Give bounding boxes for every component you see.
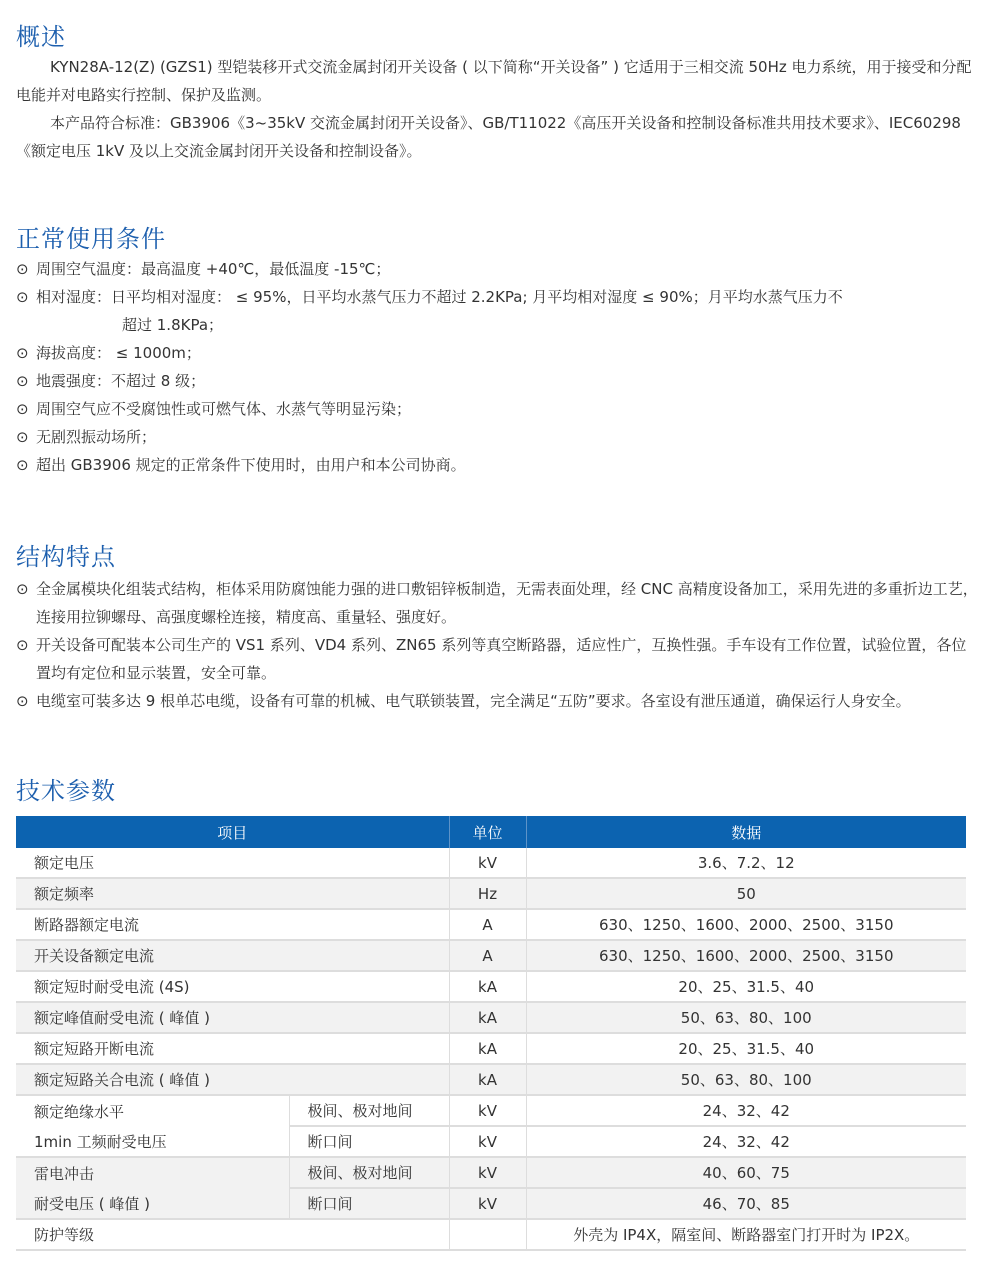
cell-item: 额定频率 xyxy=(16,878,449,909)
header-data: 数据 xyxy=(526,816,966,848)
cell-item: 额定短路开断电流 xyxy=(16,1033,449,1064)
cell-data: 20、25、31.5、40 xyxy=(526,971,966,1002)
bullet-icon: ⊙ xyxy=(16,400,29,418)
list-item: ⊙ 全金属模块化组装式结构，柜体采用防腐蚀能力强的进口敷铝锌板制造，无需表面处理，经 CNC 高精度设备加工，采用先进的多重折边工艺，连接用拉铆螺母、高强度螺栓连接，精度高、重量轻、强度好。 xyxy=(16,575,981,631)
section-title-features: 结构特点 xyxy=(16,543,116,571)
table-row xyxy=(16,971,966,1002)
cell-item: 额定绝缘水平 xyxy=(34,1102,125,1121)
list-item: ⊙ 相对湿度：日平均相对湿度： ≤ 95%，日平均水蒸气压力不超过 2.2KPa; 月平均相对湿度 ≤ 90%；月平均水蒸气压力不 超过 1.8KPa； xyxy=(16,283,981,339)
table-row xyxy=(16,1064,966,1095)
cell-subitem: 断口间 xyxy=(289,1188,449,1219)
cell-data: 630、1250、1600、2000、2500、3150 xyxy=(526,909,966,940)
standards-paragraph: 本产品符合标准：GB3906《3~35kV 交流金属封闭开关设备》、GB/T11022《高压开关设备和控制设备标准共用技术要求》、IEC60298《额定电压 1kV 及以上交流金属封闭开关设备和控制设备》。 xyxy=(16,114,961,160)
cell-item: 额定峰值耐受电流 ( 峰值 ) xyxy=(16,1002,449,1033)
bullet-icon: ⊙ xyxy=(16,260,29,278)
header-unit: 单位 xyxy=(449,816,526,848)
list-item: ⊙ 周围空气应不受腐蚀性或可燃气体、水蒸气等明显污染； xyxy=(16,395,981,423)
table-header xyxy=(16,816,966,848)
cell-item: 雷电冲击 xyxy=(16,1157,289,1188)
cell-item: 耐受电压 ( 峰值 ) xyxy=(16,1188,289,1219)
table-row xyxy=(16,1002,966,1033)
cell-unit: A xyxy=(449,909,526,940)
cell-data: 50、63、80、100 xyxy=(526,1064,966,1095)
table-row xyxy=(16,1126,966,1157)
header-item: 项目 xyxy=(16,816,449,848)
cell-unit: Hz xyxy=(449,878,526,909)
table-row xyxy=(16,1033,966,1064)
bullet-icon: ⊙ xyxy=(16,344,29,362)
list-item: ⊙ 电缆室可装多达 9 根单芯电缆，设备有可靠的机械、电气联锁装置，完全满足“五防”要求。各室设有泄压通道，确保运行人身安全。 xyxy=(16,687,981,715)
bullet-icon: ⊙ xyxy=(16,428,29,446)
table-row xyxy=(16,1188,966,1219)
cell-subitem: 极间、极对地间 xyxy=(289,1095,449,1126)
cell-data: 46、70、85 xyxy=(526,1188,966,1219)
table-row xyxy=(16,1219,966,1250)
cell-unit: kA xyxy=(449,1064,526,1095)
bullet-icon: ⊙ xyxy=(16,692,29,710)
cell-unit: kV xyxy=(449,1188,526,1219)
cell-unit: kV xyxy=(449,1157,526,1188)
cell-subitem: 极间、极对地间 xyxy=(289,1157,449,1188)
section-title-overview: 概述 xyxy=(16,23,66,51)
section-title-specs: 技术参数 xyxy=(16,777,116,805)
cell-data: 50 xyxy=(526,878,966,909)
cell-unit: kV xyxy=(449,1095,526,1126)
table-row xyxy=(16,1157,966,1188)
overview-paragraph: KYN28A-12(Z) (GZS1) 型铠装移开式交流金属封闭开关设备 ( 以下简称“开关设备” ) 它适用于三相交流 50Hz 电力系统，用于接受和分配电能并对电路实行控制、保护及监测。 xyxy=(16,58,972,104)
specs-table xyxy=(16,816,966,1251)
conditions-list xyxy=(16,255,981,479)
cell-subitem: 断口间 xyxy=(289,1126,449,1157)
cell-item: 额定短路关合电流 ( 峰值 ) xyxy=(16,1064,449,1095)
list-item: ⊙ 超出 GB3906 规定的正常条件下使用时，由用户和本公司协商。 xyxy=(16,451,981,479)
table-row xyxy=(16,848,966,878)
cell-unit: kA xyxy=(449,971,526,1002)
cell-item: 额定电压 xyxy=(16,848,449,878)
cell-unit: kV xyxy=(449,848,526,878)
cell-unit: kA xyxy=(449,1033,526,1064)
cell-data: 外壳为 IP4X，隔室间、断路器室门打开时为 IP2X。 xyxy=(526,1219,966,1250)
cell-data: 50、63、80、100 xyxy=(526,1002,966,1033)
features-list xyxy=(16,575,981,715)
cell-data: 3.6、7.2、12 xyxy=(526,848,966,878)
table-row xyxy=(16,940,966,971)
cell-data: 24、32、42 xyxy=(526,1095,966,1126)
bullet-icon: ⊙ xyxy=(16,636,29,654)
cell-data: 40、60、75 xyxy=(526,1157,966,1188)
table-row xyxy=(16,878,966,909)
cell-item: 开关设备额定电流 xyxy=(16,940,449,971)
cell-data: 20、25、31.5、40 xyxy=(526,1033,966,1064)
table-row xyxy=(16,1095,966,1126)
cell-item: 防护等级 xyxy=(16,1219,449,1250)
table-row xyxy=(16,909,966,940)
cell-item: 额定短时耐受电流 (4S) xyxy=(16,971,449,1002)
list-item: ⊙ 周围空气温度：最高温度 +40℃，最低温度 -15℃； xyxy=(16,255,981,283)
section-title-conditions: 正常使用条件 xyxy=(16,225,166,253)
cell-unit: A xyxy=(449,940,526,971)
bullet-icon: ⊙ xyxy=(16,372,29,390)
cell-unit: kV xyxy=(449,1126,526,1157)
bullet-icon: ⊙ xyxy=(16,288,29,306)
cell-unit xyxy=(449,1219,526,1250)
cell-item: 1min 工频耐受电压 xyxy=(16,1126,289,1157)
list-item: ⊙ 地震强度：不超过 8 级； xyxy=(16,367,981,395)
cell-data: 630、1250、1600、2000、2500、3150 xyxy=(526,940,966,971)
bullet-icon: ⊙ xyxy=(16,456,29,474)
list-item: ⊙ 海拔高度： ≤ 1000m； xyxy=(16,339,981,367)
list-item: ⊙ 无剧烈振动场所； xyxy=(16,423,981,451)
bullet-icon: ⊙ xyxy=(16,580,29,598)
cell-item: 断路器额定电流 xyxy=(16,909,449,940)
list-item: ⊙ 开关设备可配装本公司生产的 VS1 系列、VD4 系列、ZN65 系列等真空断路器，适应性广，互换性强。手车设有工作位置，试验位置，各位置均有定位和显示装置，安全可靠。 xyxy=(16,631,981,687)
cell-data: 24、32、42 xyxy=(526,1126,966,1157)
cell-unit: kA xyxy=(449,1002,526,1033)
